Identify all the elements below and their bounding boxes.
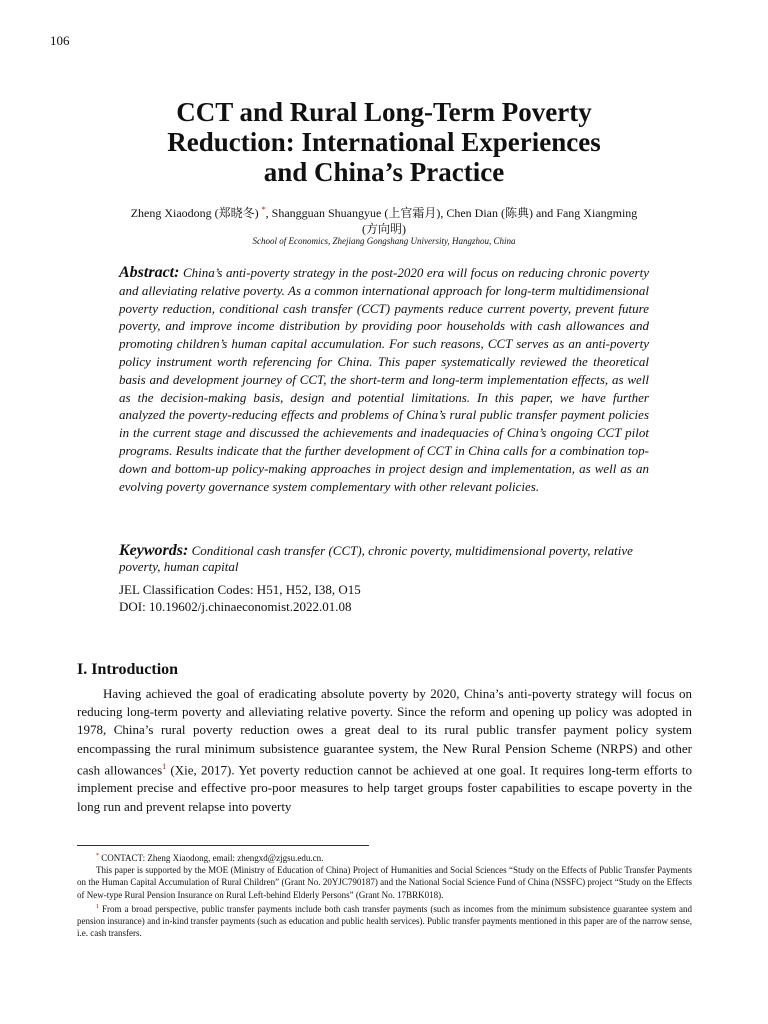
footnote-ref[interactable]: 1 — [162, 761, 167, 771]
abstract-label: Abstract: — [119, 264, 180, 281]
jel-codes: JEL Classification Codes: H51, H52, I38, O15 — [119, 582, 361, 597]
corresponding-author-mark[interactable]: * — [261, 205, 266, 214]
affiliation: School of Economics, Zhejiang Gongshang University, Hangzhou, China — [252, 236, 516, 246]
footnote-1-text: From a broad perspective, public transfer payments include both cash transfer payments (such as incomes from the minimum subsistence guarantee system and pension insurance) and in-kind transfer payments (such as education and public health services). Public transfer payments mentioned in this paper are of the narrow sense, i.e. cash transfers. — [77, 903, 693, 939]
section-heading: I. Introduction — [77, 661, 179, 678]
intro-text-continued: (Xie, 2017). Yet poverty reduction cannot be achieved at one goal. It requires long-term efforts to implement precise and effective pro-poor measures to help target groups foster capabilities to escape poverty in the long run and prevent relapse into poverty — [77, 762, 692, 814]
title-line: Reduction: International Experiences — [167, 127, 601, 157]
contact-text[interactable]: CONTACT: Zheng Xiaodong, email: zhengxd@zjgsu.edu.cn. — [101, 853, 324, 863]
footnotes — [77, 850, 692, 939]
title-line: and China’s Practice — [263, 157, 505, 187]
keywords — [119, 543, 649, 575]
author-list — [130, 202, 638, 237]
page-number: 106 — [50, 33, 70, 48]
author-name: Zheng Xiaodong (郑晓冬) — [130, 206, 259, 220]
footnote-mark: 1 — [96, 903, 99, 910]
funding-footnote: This paper is supported by the MOE (Ministry of Education of China) Project of Humanities and Social Sciences “Study on the Effects of Public Transfer Payments on the Human Capital Accumulation of Rural Children” (Grant No. 20YJC790187) and the National Social Science Fund of China (NSSFC) project “Study on the Effects of New-type Rural Pension Insurance on Rural Left-behind Elderly Persons” (Grant No. 17BRK018). — [77, 865, 692, 900]
keywords-label: Keywords: — [119, 542, 189, 559]
paper-title — [0, 97, 768, 187]
footnote-mark: * — [96, 853, 99, 859]
keywords-text: Conditional cash transfer (CCT), chronic poverty, multidimensional poverty, relative poverty, human capital — [119, 543, 633, 574]
footnote-divider — [77, 845, 369, 846]
intro-paragraph — [77, 685, 692, 816]
abstract — [119, 264, 649, 495]
doi[interactable]: DOI: 10.19602/j.chinaeconomist.2022.01.08 — [119, 599, 352, 614]
intro-text: Having achieved the goal of eradicating absolute poverty by 2020, China’s anti-poverty strategy will focus on reducing long-term poverty and alleviating relative poverty. Since the reform and opening up policy was adopted in 1978, China’s rural poverty reduction owes a great deal to its rural public transfer payment policy system encompassing the rural minimum subsistence guarantee system, the New Rural Pension Scheme (NRPS) and other cash allowances — [77, 686, 692, 778]
contact-footnote — [77, 850, 692, 864]
coauthor-names: , Shangguan Shuangyue (上官霜月), Chen Dian (陈典) and Fang Xiangming (方向明) — [265, 206, 638, 236]
title-line: CCT and Rural Long-Term Poverty — [176, 97, 592, 127]
abstract-text: China’s anti-poverty strategy in the post-2020 era will focus on reducing chronic poverty and alleviating relative poverty. As a common international approach for long-term multidimensional poverty reduction, conditional cash transfer (CCT) payments reduce current poverty, prevent future poverty, and improve income distribution by providing poor households with cash allowances and promoting children’s human capital accumulation. For such reasons, CCT serves as an anti-poverty policy instrument worth referencing for China. This paper systematically reviewed the theoretical basis and development journey of CCT, the short-term and long-term implementation effects, as well as the decision-making basis, design and potential limitations. In this paper, we have further analyzed the poverty-reducing effects and problems of China’s rural public transfer payment policies in the current stage and discussed the achievements and inadequacies of China’s ongoing CCT pilot programs. Results indicate that the further development of CCT in China calls for a combination top-down and bottom-up policy-making approaches in project design and implementation, as well as an evolving poverty governance system complementary with other relevant policies. — [119, 265, 649, 494]
footnote-1 — [77, 901, 692, 940]
